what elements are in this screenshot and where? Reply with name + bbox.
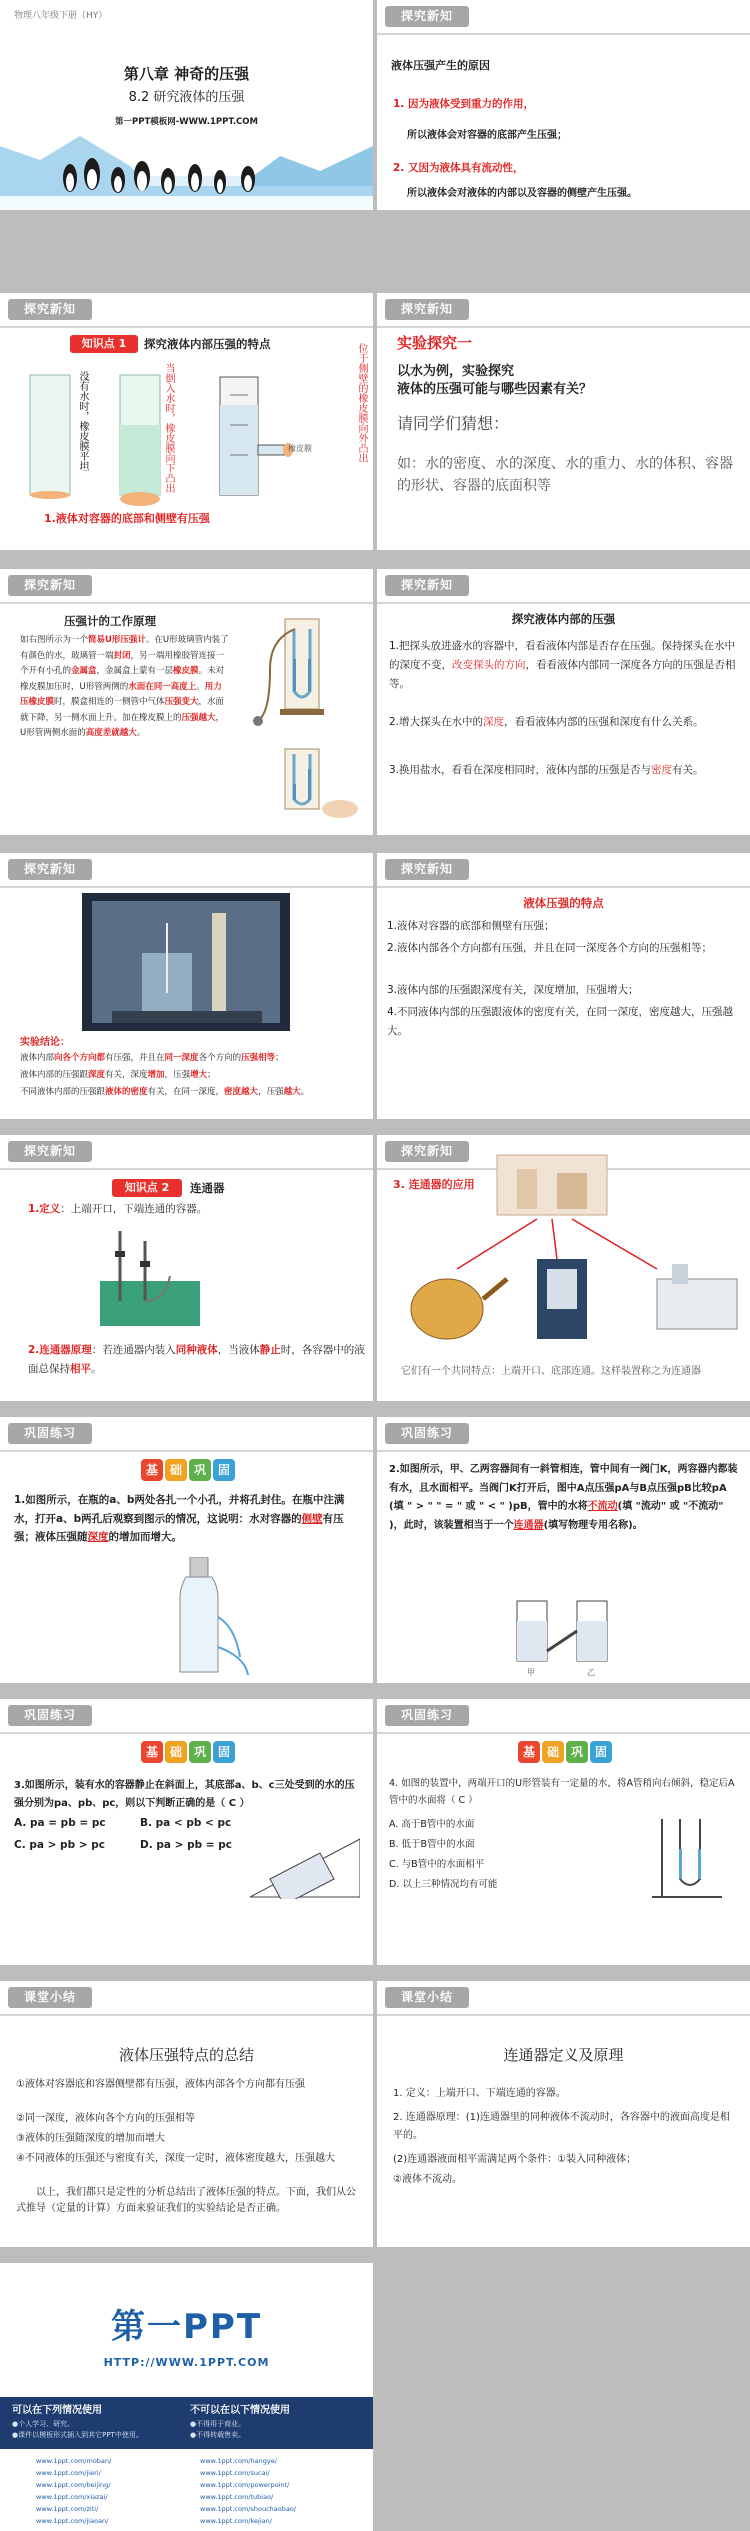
link-item[interactable]: www.1ppt.com/jieri/: [36, 2469, 101, 2477]
note-no-water: 没有水时，橡皮膜平坦: [77, 371, 88, 471]
link-item[interactable]: www.1ppt.com/jiaoan/: [36, 2517, 109, 2525]
link-item[interactable]: www.1ppt.com/sucai/: [200, 2469, 270, 2477]
reason-2-effect: 所以液体会对液体的内部以及容器的侧壁产生压强。: [407, 188, 637, 199]
allowed-1: ●个人学习、研究。: [12, 2420, 75, 2428]
conclusion-1: 1.液体对容器的底部和侧壁有压强: [44, 512, 210, 525]
slide-knowledge-2: [0, 1135, 373, 1401]
section-tag: 巩固练习: [385, 1423, 469, 1444]
manometer-illustration: [240, 609, 365, 829]
base-char-2: 础: [542, 1741, 564, 1763]
forbidden-heading: 不可以在以下情况使用: [190, 2405, 290, 2416]
base-char-3: 巩: [189, 1741, 211, 1763]
applications-caption: 它们有一个共同特点：上端开口、底部连通。这样装置称之为连通器: [401, 1366, 701, 1377]
base-char-2: 础: [165, 1741, 187, 1763]
section-tag: 课堂小结: [385, 1987, 469, 2008]
experiment-photo: [82, 893, 290, 1031]
question-2: 液体的压强可能与哪些因素有关？: [397, 382, 593, 397]
step-3: 3.换用盐水，看看在深度相同时，液体内部的压强是否与密度有关。: [389, 764, 704, 776]
summary-point-2: ②同一深度，液体向各个方向的压强相等: [16, 2113, 195, 2124]
knowledge-badge: 知识点 1: [70, 335, 138, 353]
question-2: 2.如图所示，甲、乙两容器间有一斜管相连，管中间有一阀门K，两容器内都装有水，且水面相平。当阀门K打开后，图中A点压强pA与B点压强pB比较pA (填 " > " " = " 或 " < " )pB，管中的水将不流动(填 "流动" 或 "不流动" )，此时，该装置相当于一个连通器(填写物理专用名称)。: [389, 1464, 738, 1531]
option-c: C. pa > pb > pc: [14, 1839, 105, 1851]
section-tag: 探究新知: [385, 6, 469, 27]
heading: 液体压强产生的原因: [391, 59, 490, 72]
ad-panel: [0, 2397, 373, 2531]
option-d: D. pa > pb = pc: [140, 1839, 232, 1851]
link-item[interactable]: www.1ppt.com/beijing/: [36, 2481, 111, 2489]
u-tube-illustration: [642, 1799, 732, 1899]
guess-answer: 如：水的密度、水的深度、水的重力、水的体积、容器的形状、容器的底面积等: [397, 456, 733, 494]
slide-summary-1: [0, 1981, 373, 2247]
summary-point-2: 2. 连通器原理：(1)连通器里的同种液体不流动时，各容器中的液面高度是相平的。: [393, 2112, 730, 2141]
section-title: 8.2 研究液体的压强: [128, 90, 245, 105]
section-tag: 巩固练习: [8, 1705, 92, 1726]
note-water-down: 当倒入水时，橡皮膜向下凸出: [163, 363, 174, 493]
reason-1-effect: 所以液体会对容器的底部产生压强；: [407, 130, 567, 141]
section-tag: 探究新知: [8, 859, 92, 880]
slide-title: [0, 0, 373, 210]
question-3: 3.如图所示，装有水的容器静止在斜面上，其底部a、b、c三处受到的水的压强分别为pa、pb、pc，则以下判断正确的是（ C ）: [14, 1780, 355, 1809]
bottle-illustration: [150, 1557, 250, 1677]
feature-1: 1.液体对容器的底部和侧壁有压强；: [387, 920, 555, 932]
slide-practice-4: [377, 1699, 750, 1965]
question-1: 1.如图所示，在瓶的a、b两处各扎一个小孔，并将孔封住。在瓶中注满水，打开a、b两孔后观察到图示的情况，这说明：水对容器的侧壁有压强；液体压强随深度的增加而增大。: [14, 1494, 345, 1543]
slide-applications: [377, 1135, 750, 1401]
feature-2: 2.液体内部各个方向都有压强，并且在同一深度各个方向的压强相等；: [387, 942, 713, 954]
option-c: C. 与B管中的水面相平: [389, 1859, 485, 1870]
two-containers-illustration: [507, 1581, 617, 1671]
section-tag: 巩固练习: [8, 1423, 92, 1444]
section-tag: 巩固练习: [385, 1705, 469, 1726]
option-a: A. 高于B管中的水面: [389, 1819, 475, 1830]
summary-point-3: (2)连通器液面相平需满足两个条件：①装入同种液体；: [393, 2154, 637, 2165]
link-item[interactable]: www.1ppt.com/kejian/: [200, 2517, 272, 2525]
summary-point-4: ④不同液体的压强还与密度有关，深度一定时，液体密度越大，压强越大: [16, 2153, 335, 2164]
links-area: [0, 2449, 373, 2531]
section-tag: 课堂小结: [8, 1987, 92, 2008]
feature-4: 4.不同液体内部的压强跟液体的密度有关，在同一深度，密度越大，压强越大。: [387, 1006, 734, 1037]
chapter-title: 第八章 神奇的压强: [123, 65, 250, 83]
base-char-4: 固: [213, 1741, 235, 1763]
summary-point-4: ②液体不流动。: [393, 2174, 462, 2185]
slide-conclusion: [0, 853, 373, 1119]
base-char-1: 基: [141, 1459, 163, 1481]
allowed-2: ●课件以模板形式插入到其它PPT中使用。: [12, 2431, 143, 2439]
series-label: 物理八年级下册（HY）: [14, 11, 108, 21]
reason-1: 1. 因为液体受到重力的作用，: [393, 98, 534, 110]
section-tag: 探究新知: [8, 299, 92, 320]
base-char-3: 巩: [189, 1459, 211, 1481]
principle: 2.连通器原理：若连通器内装入同种液体，当液体静止时，各容器中的液面总保持相平。: [28, 1344, 365, 1375]
step-1: 1.把探头放进盛水的容器中，看看液体内部是否存在压强。保持探头在水中的深度不变，改变探头的方向，看看液体内部同一深度各方向的压强是否相等。: [389, 640, 736, 690]
conclusion-line-3: 不同液体内部的压强跟液体的密度有关，在同一深度，密度越大，压强越大。: [20, 1087, 310, 1097]
slide-characteristics: [377, 853, 750, 1119]
link-item[interactable]: www.1ppt.com/shouchaobao/: [200, 2505, 297, 2513]
container-label-b: 乙: [587, 1668, 595, 1677]
base-char-3: 巩: [566, 1741, 588, 1763]
base-char-4: 固: [213, 1459, 235, 1481]
section-tag: 探究新知: [385, 299, 469, 320]
question-4: 4. 如图的装置中，两端开口的U形管装有一定量的水，将A管稍向右倾斜，稳定后A管中的水面将（ C ）: [389, 1778, 735, 1806]
conclusion-line-2: 液体内部的压强跟深度有关，深度增加，压强增大；: [20, 1070, 216, 1080]
characteristics-title: 液体压强的特点: [523, 896, 604, 910]
explore-title: 探究液体内部的压强: [511, 612, 616, 626]
slide-manometer: [0, 569, 373, 835]
summary-note: 以上，我们都只是定性的分析总结出了液体压强的特点。下面，我们从公式推导（定量的计算）方面来验证我们的实验结论是否正确。: [16, 2187, 356, 2214]
summary-point-1: ①液体对容器底和容器侧壁都有压强，液体内部各个方向都有压强: [16, 2079, 305, 2090]
base-char-1: 基: [518, 1741, 540, 1763]
knowledge-title: 探究液体内部压强的特点: [144, 337, 271, 351]
link-item[interactable]: www.1ppt.com/tubiao/: [200, 2493, 274, 2501]
forbidden-2: ●不得转载售卖。: [190, 2431, 246, 2439]
step-2: 2.增大探头在水中的深度，看看液体内部的压强和深度有什么关系。: [389, 716, 704, 728]
link-item[interactable]: www.1ppt.com/xiazai/: [36, 2493, 108, 2501]
slide-pressure-cause: [377, 0, 750, 210]
knowledge-title: 连通器: [190, 1181, 225, 1195]
membrane-label: 橡皮膜: [288, 444, 312, 453]
link-item[interactable]: www.1ppt.com/moban/: [36, 2457, 112, 2465]
guess-prompt: 请同学们猜想：: [397, 414, 510, 433]
manometer-text: 如右图所示为一个简易U形压强计。在U形玻璃管内装了有颜色的水，玻璃管一端封闭，另一端用橡胶管连接一个开有小孔的金属盒，金属盒上蒙有一层橡皮膜。未对橡皮膜加压时，U形管两侧的水面在同一高度上。用力压橡皮膜时，膜盒相连的一侧管中气体压强变大，水面就下降，另一侧水面上升。加在橡皮膜上的压强越大，U形管两侧水面的高度差就越大。: [20, 635, 229, 738]
section-tag: 探究新知: [8, 575, 92, 596]
forbidden-1: ●不得用于商业。: [190, 2420, 246, 2428]
allowed-heading: 可以在下列情况使用: [12, 2405, 102, 2416]
slide-explore-steps: [377, 569, 750, 835]
connected-vessel-illustration: [90, 1221, 210, 1331]
link-item[interactable]: www.1ppt.com/ziti/: [36, 2505, 99, 2513]
slide-practice-2: [377, 1417, 750, 1683]
link-item[interactable]: www.1ppt.com/powerpoint/: [200, 2481, 290, 2489]
incline-container-illustration: [250, 1819, 360, 1899]
brand-logo: 第一PPT: [110, 2307, 263, 2347]
slide-practice-1: [0, 1417, 373, 1683]
option-b: B. pa < pb < pc: [140, 1817, 232, 1829]
summary-title: 连通器定义及原理: [503, 2046, 624, 2064]
site-label: 第一PPT模板网-WWW.1PPT.COM: [115, 117, 258, 127]
slide-knowledge-1: [0, 293, 373, 550]
container-label-a: 甲: [527, 1668, 535, 1677]
slide-summary-2: [377, 1981, 750, 2247]
option-a: A. pa = pb = pc: [14, 1817, 106, 1829]
section-tag: 探究新知: [8, 1141, 92, 1162]
link-item[interactable]: www.1ppt.com/hangye/: [200, 2457, 277, 2465]
slide-ad: [0, 2263, 373, 2531]
penguins-illustration: [0, 126, 373, 210]
conclusion-label: 实验结论：: [20, 1037, 70, 1048]
option-b: B. 低于B管中的水面: [389, 1839, 475, 1850]
note-side-wall: 位于侧壁的橡皮膜向外凸出: [356, 343, 367, 463]
definition: 1.定义：上端开口，下端连通的容器。: [28, 1203, 208, 1215]
slide-experiment-1: [377, 293, 750, 550]
option-d: D. 以上三种情况均有可能: [389, 1879, 498, 1890]
summary-point-3: ③液体的压强随深度的增加而增大: [16, 2133, 165, 2144]
summary-point-1: 1. 定义：上端开口、下端连通的容器。: [393, 2088, 566, 2099]
brand-url: HTTP://WWW.1PPT.COM: [103, 2356, 270, 2369]
section-tag: 探究新知: [385, 859, 469, 880]
summary-title: 液体压强特点的总结: [118, 2046, 254, 2064]
manometer-title: 压强计的工作原理: [64, 614, 156, 628]
base-char-1: 基: [141, 1741, 163, 1763]
base-char-2: 础: [165, 1459, 187, 1481]
slide-practice-3: [0, 1699, 373, 1965]
question-1: 以水为例，实验探究: [397, 364, 515, 379]
applications-title: 3. 连通器的应用: [393, 1178, 475, 1191]
applications-illustration: [387, 1149, 742, 1349]
base-char-4: 固: [590, 1741, 612, 1763]
section-tag: 探究新知: [385, 1141, 469, 1162]
feature-3: 3.液体内部的压强跟深度有关，深度增加，压强增大；: [387, 984, 639, 996]
experiment-title: 实验探究一: [397, 334, 473, 352]
section-tag: 探究新知: [385, 575, 469, 596]
reason-2: 2. 又因为液体具有流动性，: [393, 162, 524, 174]
conclusion-line-1: 液体内部向各个方向都有压强，并且在同一深度各个方向的压强相等；: [20, 1053, 284, 1063]
knowledge-badge: 知识点 2: [112, 1179, 182, 1197]
